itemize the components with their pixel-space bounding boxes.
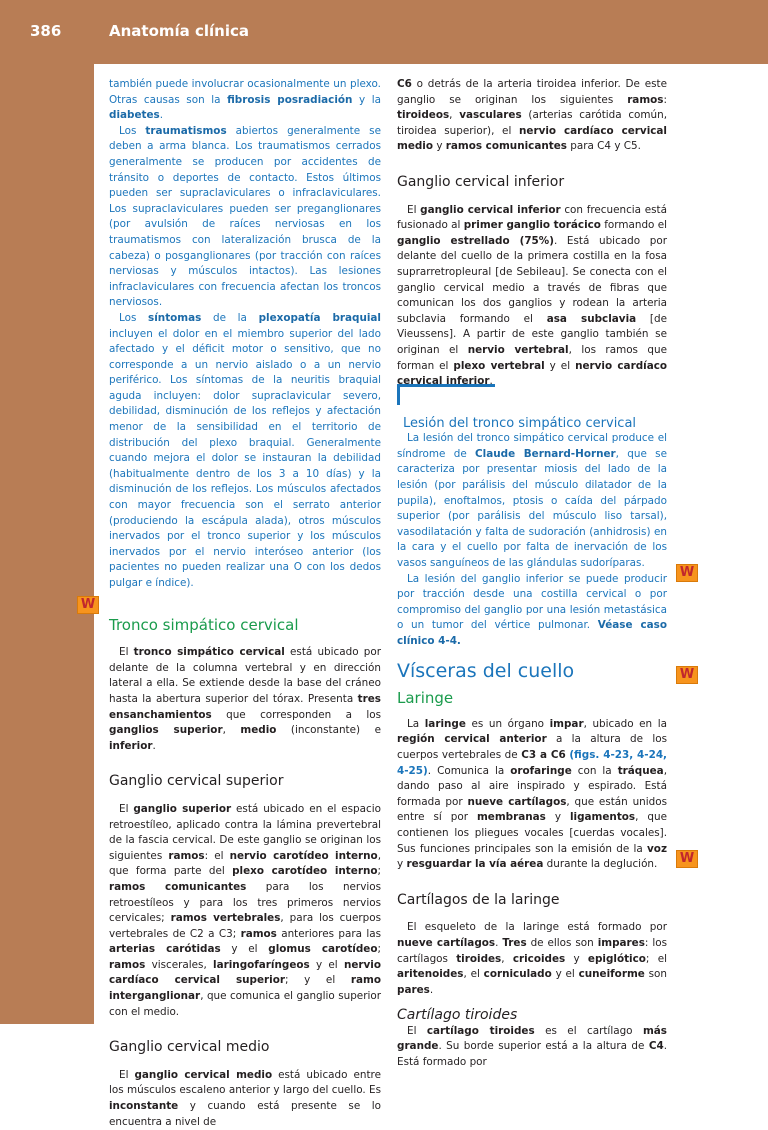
paragraph: La lesión del tronco simpático cervical produce el síndrome de Claude Bernard-Horner, que se caracteriza por presentar miosis del lado de la lesión (por parálisis del músculo dilatador de la pupila), enoftalmos, ptosis o caída del párpado superior (por parálisis del músculo liso tarsal), vasodilatación y falta de sudoración (anhidrosis) en la cara y el cuello por falta de inervación de los vasos sanguíneos de las glándulas sudoríparas. [397, 432, 667, 570]
right-column [397, 77, 667, 1071]
page-header [0, 0, 768, 64]
subsection-heading: Ganglio cervical inferior [397, 173, 565, 190]
section-heading: Vísceras del cuello [397, 659, 575, 682]
paragraph: C6 o detrás de la arteria tiroidea inferior. De este ganglio se originan los siguientes ramos: tiroideos, vasculares (arterias carótida común, tiroidea superior), el nervio cardíaco cervical medio y ramos comunicantes para C4 y C5. [397, 78, 668, 153]
subsection-heading: Ganglio cervical medio [109, 1039, 270, 1056]
web-resource-icon[interactable]: W [77, 596, 99, 614]
subsection-heading: Ganglio cervical superior [109, 773, 284, 790]
box-bracket [397, 384, 495, 405]
clinical-box [397, 416, 667, 650]
paragraph: El cartílago tiroides es el cartílago más grande. Su borde superior está a la altura de C4. Está formado por [397, 1024, 667, 1069]
web-resource-icon[interactable]: W [676, 850, 698, 868]
paragraph: La lesión del ganglio inferior se puede producir por tracción desde una costilla cervical o por compromiso del ganglio por una lesión metastásica o un tumor del vértice pulmonar. Véase caso clínico 4-4. [397, 572, 667, 647]
subsection-heading: Cartílago tiroides [397, 1007, 518, 1024]
paragraph: El ganglio cervical medio está ubicado entre los músculos escaleno anterior y largo del cuello. Es inconstante y cuando está presente se lo encuentra a nivel de [109, 1068, 381, 1128]
blue-section [109, 77, 381, 592]
web-resource-icon[interactable]: W [676, 666, 698, 684]
paragraph: El esqueleto de la laringe está formado por nueve cartílagos. Tres de ellos son impares: los cartílagos tiroides, cricoides y epiglótico; el aritenoides, el corniculado y el cuneiforme son pares. [397, 921, 667, 996]
web-resource-icon[interactable]: W [676, 564, 698, 582]
paragraph: Los traumatismos abiertos generalmente se deben a arma blanca. Los traumatismos cerrados generalmente se producen por accidentes de tránsito o deportes de contacto. Estos últimos pueden ser supraclaviculares o infraclaviculares. Los supraclaviculares pueden ser preganglionares (por avulsión de raíces nerviosas en los traumatismos con lateralización brusca de la cabeza) o posganglionares (por tracción con raíces nerviosas y músculos intactos). Las lesiones infraclaviculares con frecuencia afectan los troncos nerviosos. [109, 124, 381, 309]
paragraph: El ganglio superior está ubicado en el espacio retroestíleo, aplicado contra la lámina prevertebral de la fascia cervical. De este ganglio se originan los siguientes ramos: el nervio carotídeo interno, que forma parte del plexo carotídeo interno; ramos comunicantes para los nervios retroestíleos y para los tres primeros nervios cervicales; ramos vertebrales, para los cuerpos vertebrales de C2 a C3; ramos anteriores para las arterias carótidas y el glomus carotídeo; ramos viscerales, laringofaríngeos y el nervio cardíaco cervical superior; y el ramo interganglionar, que comunica el ganglio superior con el medio. [109, 802, 382, 1018]
paragraph: Los síntomas de la plexopatía braquial incluyen el dolor en el miembro superior del lado afectado y el déficit motor o sensitivo, que no corresponde a un nervio aislado o a un nervio periférico. Los síntomas de la neuritis braquial aguda incluyen: dolor supraclavicular severo, debilidad, disminución de los reflejos y afectación menor de la sensibilidad en el territorio de distribución del plexo braquial. Generalmente cuando mejora el dolor se instauran la debilidad (habitualmente dentro de los 3 a 10 días) y la disminución de los reflejos. Los músculos afectados con mayor frecuencia son el serrato anterior (produciendo la escápula alada), otros músculos inervados por el tronco superior y los músculos inervados por el nervio interóseo anterior (los pacientes no pueden realizar una O con los dedos pulgar e índice). [109, 311, 381, 589]
left-column [109, 77, 381, 1130]
page-number: 386 [30, 22, 62, 40]
section-heading: Laringe [397, 689, 454, 708]
paragraph: también puede involucrar ocasionalmente un plexo. Otras causas son la fibrosis posradiación y la diabetes. [109, 78, 381, 122]
box-title: Lesión del tronco simpático cervical [403, 415, 637, 431]
subsection-heading: Cartílagos de la laringe [397, 891, 560, 908]
paragraph: La laringe es un órgano impar, ubicado en la región cervical anterior a la altura de los cuerpos vertebrales de C3 a C6 (figs. 4-23, 4-24, 4-25). Comunica la orofaringe con la tráquea, dando paso al aire inspirado y espirado. Está formada por nueve cartílagos, que están unidos entre sí por membranas y ligamentos, que contienen los pliegues vocales [cuerdas vocales]. Sus funciones principales son la emisión de la voz y resguardar la vía aérea durante la deglución. [397, 717, 668, 871]
section-heading: Tronco simpático cervical [109, 615, 299, 634]
running-title: Anatomía clínica [109, 22, 250, 40]
paragraph: El tronco simpático cervical está ubicado por delante de la columna vertebral y en dirección lateral a ella. Se extiende desde la base del cráneo hasta la abertura superior del tórax. Presenta tres ensanchamientos que corresponden a los ganglios superior, medio (inconstante) e inferior. [109, 646, 381, 752]
paragraph: El ganglio cervical inferior con frecuencia está fusionado al primer ganglio torácico formando el ganglio estrellado (75%). Está ubicado por delante del cuello de la primera costilla en la fosa suprarretropleural [de Sebileau]. Se conecta con el ganglio cervical medio a través de fibras que comunican los dos ganglios y rodean la arteria subclavia formando el asa subclavia [de Vieussens]. A partir de este ganglio también se originan el nervio vertebral, los ramos que forman el plexo vertebral y el nervio cardíaco cervical inferior. [397, 203, 668, 388]
sidebar-band [0, 64, 94, 1024]
